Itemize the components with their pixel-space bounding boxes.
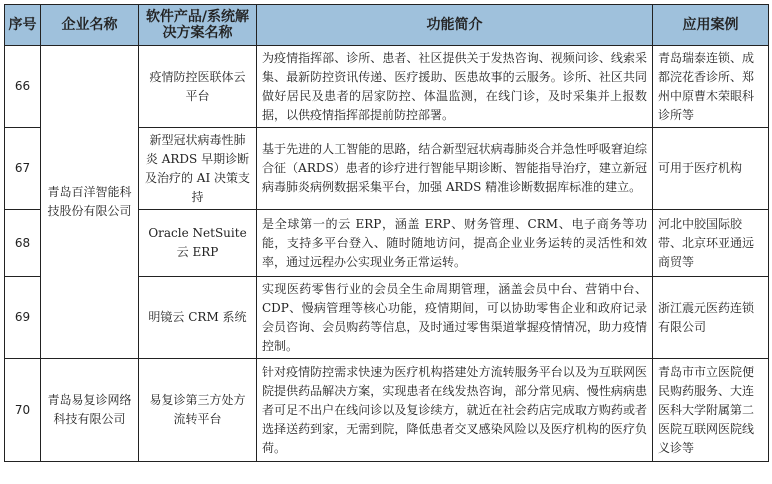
row-number: 70 bbox=[5, 359, 41, 462]
application-cases: 河北中胶国际胶带、北京环亚通远商贸等 bbox=[653, 210, 769, 277]
row-number: 68 bbox=[5, 210, 41, 277]
product-name: 疫情防控医联体云平台 bbox=[139, 46, 257, 128]
header-cases: 应用案例 bbox=[653, 5, 769, 46]
header-function: 功能简介 bbox=[257, 5, 653, 46]
application-cases: 浙江震元医药连锁有限公司 bbox=[653, 277, 769, 359]
application-cases: 可用于医疗机构 bbox=[653, 128, 769, 210]
product-name: 明镜云 CRM 系统 bbox=[139, 277, 257, 359]
function-description: 针对疫情防控需求快速为医疗机构搭建处方流转服务平台以及为互联网医院提供药品解决方案，实现患者在线发热咨询，部分常见病、慢性病病患者可足不出户在线问诊以及复诊续方，就近在社会药店完成取方购药或者选择送药到家，无需到院，降低患者交叉感染风险以及医疗机构的医疗负荷。 bbox=[257, 359, 653, 462]
header-no: 序号 bbox=[5, 5, 41, 46]
table-row bbox=[5, 46, 769, 128]
application-cases: 青岛瑞泰连锁、成都浣花香诊所、郑州中原曹木荣眼科诊所等 bbox=[653, 46, 769, 128]
row-number: 67 bbox=[5, 128, 41, 210]
header-product: 软件产品/系统解决方案名称 bbox=[139, 5, 257, 46]
function-description: 为疫情指挥部、诊所、患者、社区提供关于发热咨询、视频问诊、线索采集、最新防控资讯传递、医疗援助、医患故事的云服务。诊所、社区共同做好居民及患者的居家防控、体温监测，在线门诊，及时采集并上报数据，以供疫情指挥部提前防控部署。 bbox=[257, 46, 653, 128]
company-name: 青岛易复诊网络科技有限公司 bbox=[41, 359, 139, 462]
header-company: 企业名称 bbox=[41, 5, 139, 46]
product-name: Oracle NetSuite 云 ERP bbox=[139, 210, 257, 277]
table-row bbox=[5, 359, 769, 462]
software-table bbox=[4, 4, 769, 462]
header-row bbox=[5, 5, 769, 46]
product-name: 新型冠状病毒性肺炎 ARDS 早期诊断及治疗的 AI 决策支持 bbox=[139, 128, 257, 210]
product-name: 易复诊第三方处方流转平台 bbox=[139, 359, 257, 462]
function-description: 实现医药零售行业的会员全生命周期管理，涵盖会员中台、营销中台、CDP、慢病管理等核心功能，疫情期间，可以协助零售企业和政府记录会员咨询、会员购药等信息，及时通过零售渠道掌握疫情情况，助力疫情控制。 bbox=[257, 277, 653, 359]
application-cases: 青岛市市立医院便民购药服务、大连医科大学附属第二医院互联网医院线义诊等 bbox=[653, 359, 769, 462]
row-number: 66 bbox=[5, 46, 41, 128]
function-description: 基于先进的人工智能的思路，结合新型冠状病毒肺炎合并急性呼吸窘迫综合征（ARDS）患者的诊疗进行智能早期诊断、智能指导治疗，建立新冠病毒肺炎病例数据采集平台，加强 ARDS 精准诊断数据库标准的建立。 bbox=[257, 128, 653, 210]
function-description: 是全球第一的云 ERP，涵盖 ERP、财务管理、CRM、电子商务等功能，支持多平台登入、随时随地访问，提高企业业务运转的灵活性和效率，通过远程办公实现业务正常运转。 bbox=[257, 210, 653, 277]
company-name: 青岛百洋智能科技股份有限公司 bbox=[41, 46, 139, 359]
row-number: 69 bbox=[5, 277, 41, 359]
